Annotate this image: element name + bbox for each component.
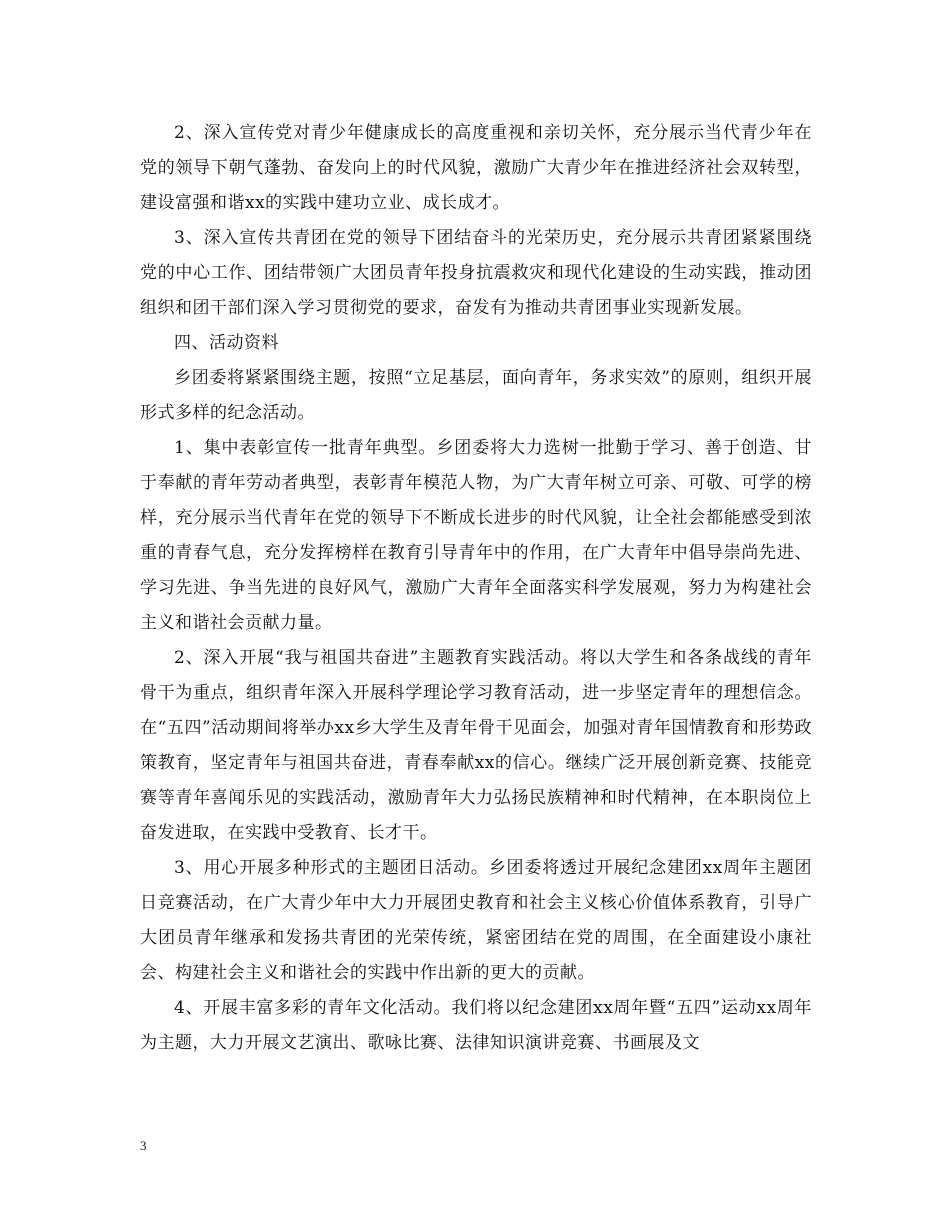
paragraph-intro: 乡团委将紧紧围绕主题，按照“立足基层，面向青年，务求实效”的原则，组织开展形式多样的纪念活动。 xyxy=(140,368,812,423)
section-heading: 四、活动资料 xyxy=(174,333,279,353)
document-body xyxy=(140,116,812,1061)
paragraph-2: 3、深入宣传共青团在党的领导下团结奋斗的光荣历史，充分展示共青团紧紧围绕党的中心工作、团结带领广大团员青年投身抗震救灾和现代化建设的生动实践，推动团组织和团干部们深入学习贯彻党的要求，奋发有为推动共青团事业实现新发展。 xyxy=(140,228,812,318)
paragraph-1: 2、深入宣传党对青少年健康成长的高度重视和亲切关怀，充分展示当代青少年在党的领导下朝气蓬勃、奋发向上的时代风貌，激励广大青少年在推进经济社会双转型，建设富强和谐xx的实践中建功立业、成长成才。 xyxy=(140,123,812,213)
page-number: 3 xyxy=(140,1138,147,1153)
paragraph-item-4: 4、开展丰富多彩的青年文化活动。我们将以纪念建团xx周年暨“五四”运动xx周年为主题，大力开展文艺演出、歌咏比赛、法律知识演讲竞赛、书画展及文 xyxy=(140,998,812,1053)
paragraph-item-3: 3、用心开展多种形式的主题团日活动。乡团委将透过开展纪念建团xx周年主题团日竞赛活动，在广大青少年中大力开展团史教育和社会主义核心价值体系教育，引导广大团员青年继承和发扬共青团的光荣传统，紧密团结在党的周围，在全面建设小康社会、构建社会主义和谐社会的实践中作出新的更大的贡献。 xyxy=(140,858,812,983)
paragraph-item-2: 2、深入开展“我与祖国共奋进”主题教育实践活动。将以大学生和各条战线的青年骨干为重点，组织青年深入开展科学理论学习教育活动，进一步坚定青年的理想信念。在“五四”活动期间将举办xx乡大学生及青年骨干见面会，加强对青年国情教育和形势政策教育，坚定青年与祖国共奋进，青春奉献xx的信心。继续广泛开展创新竞赛、技能竞赛等青年喜闻乐见的实践活动，激励青年大力弘扬民族精神和时代精神，在本职岗位上奋发进取，在实践中受教育、长才干。 xyxy=(140,648,812,843)
paragraph-item-1: 1、集中表彰宣传一批青年典型。乡团委将大力选树一批勤于学习、善于创造、甘于奉献的青年劳动者典型，表彰青年模范人物，为广大青年树立可亲、可敬、可学的榜样，充分展示当代青年在党的领导下不断成长进步的时代风貌，让全社会都能感受到浓重的青春气息，充分发挥榜样在教育引导青年中的作用，在广大青年中倡导崇尚先进、学习先进、争当先进的良好风气，激励广大青年全面落实科学发展观，努力为构建社会主义和谐社会贡献力量。 xyxy=(140,438,812,633)
